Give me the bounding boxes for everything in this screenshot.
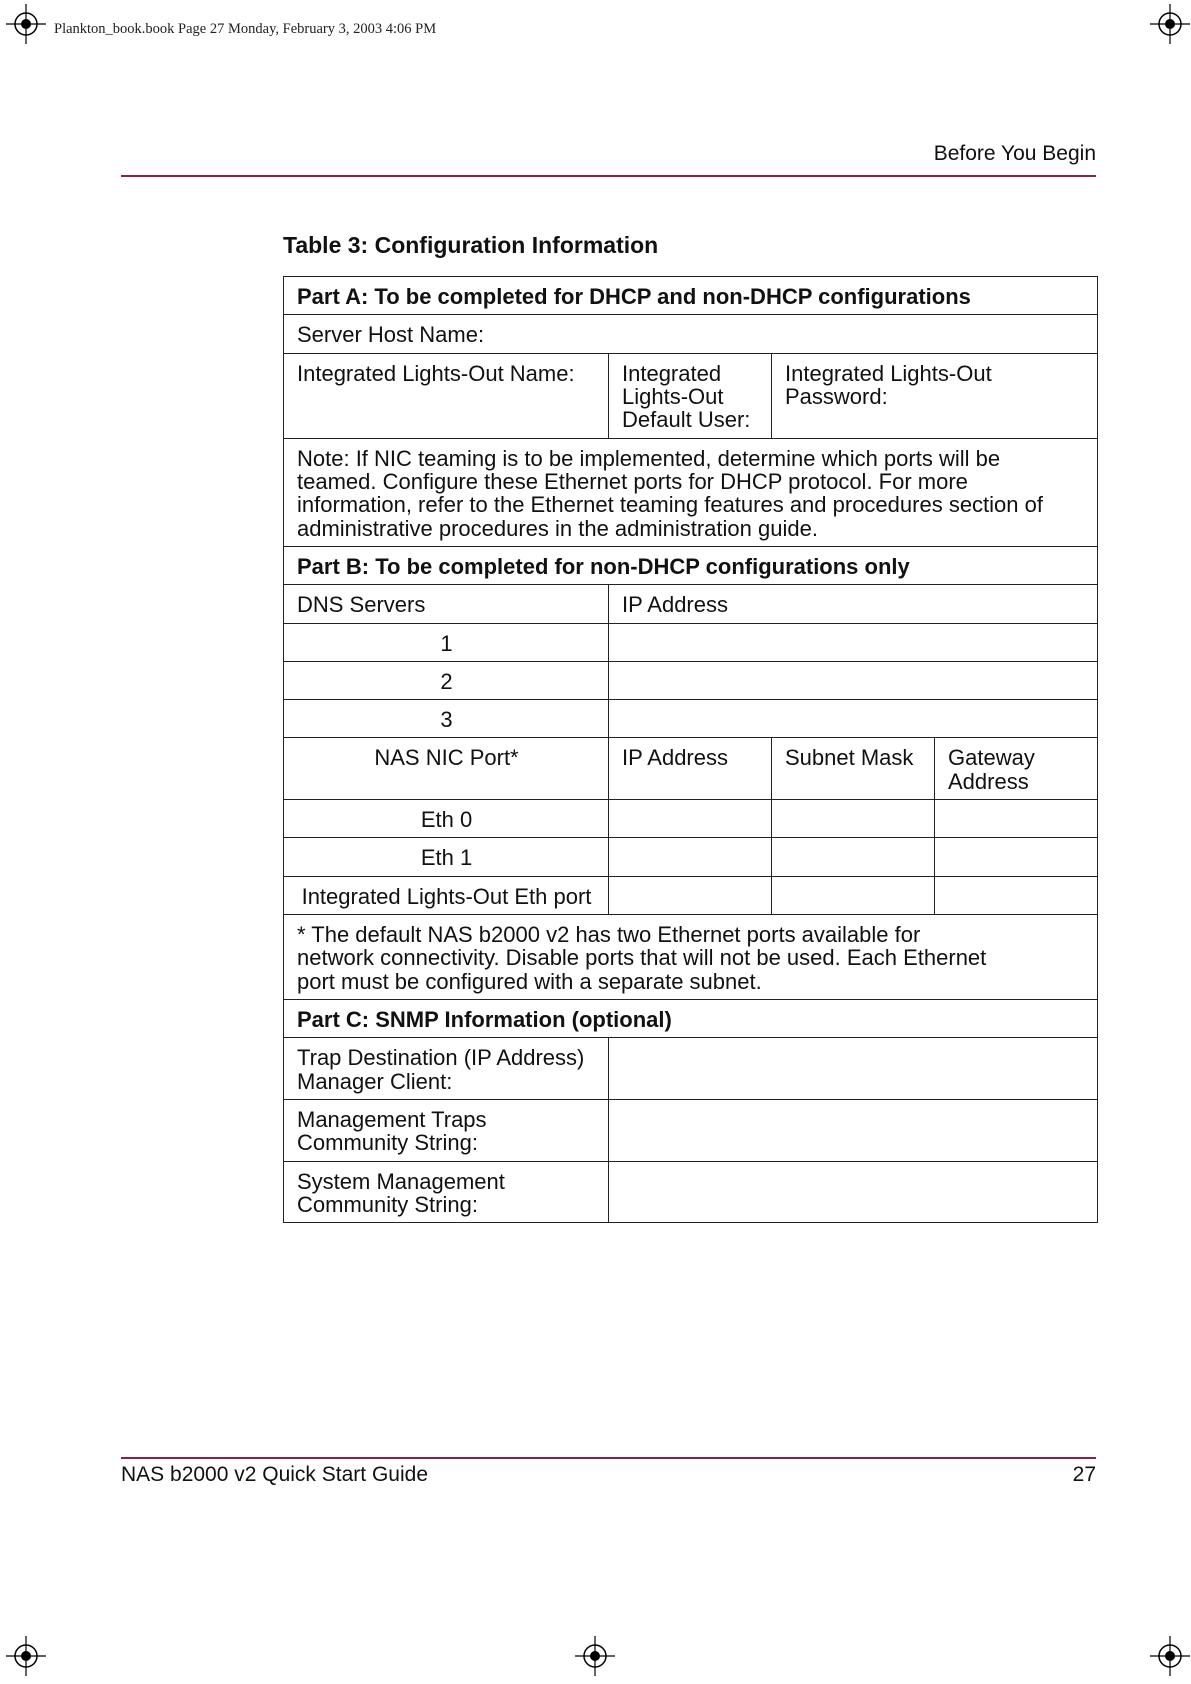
dns-ip-input[interactable] bbox=[609, 623, 1098, 661]
table-row bbox=[284, 876, 1098, 914]
dns-servers-header: DNS Servers bbox=[284, 585, 609, 623]
registration-mark-icon bbox=[1150, 4, 1190, 44]
table-row bbox=[284, 277, 1098, 315]
dns-server-number: 2 bbox=[284, 661, 609, 699]
table-row bbox=[284, 800, 1098, 838]
nic-subnet-input[interactable] bbox=[772, 800, 935, 838]
part-a-heading: Part A: To be completed for DHCP and non-DHCP configurations bbox=[284, 277, 1098, 315]
table-row bbox=[284, 353, 1098, 438]
nic-ip-input[interactable] bbox=[609, 800, 772, 838]
dns-ip-input[interactable] bbox=[609, 700, 1098, 738]
running-header: Before You Begin bbox=[933, 142, 1096, 165]
table-row bbox=[284, 999, 1098, 1037]
table-row bbox=[284, 1161, 1098, 1223]
table-row bbox=[284, 585, 1098, 623]
dns-server-number: 1 bbox=[284, 623, 609, 661]
table-caption: Table 3: Configuration Information bbox=[283, 232, 659, 258]
snmp-system-community-input[interactable] bbox=[609, 1161, 1098, 1223]
table-row bbox=[284, 623, 1098, 661]
nic-port-label: Integrated Lights-Out Eth port bbox=[284, 876, 609, 914]
nic-gateway-header: Gateway Address bbox=[935, 738, 1098, 800]
ilo-password-field[interactable]: Integrated Lights-Out Password: bbox=[772, 353, 1098, 438]
dns-ip-address-header: IP Address bbox=[609, 585, 1098, 623]
footer-guide-title: NAS b2000 v2 Quick Start Guide bbox=[121, 1463, 428, 1486]
table-row bbox=[284, 1099, 1098, 1161]
header-rule bbox=[121, 175, 1096, 177]
nic-port-label: Eth 1 bbox=[284, 838, 609, 876]
configuration-table bbox=[283, 276, 1098, 1223]
table-row bbox=[284, 700, 1098, 738]
snmp-trap-destination-label: Trap Destination (IP Address) Manager Client: bbox=[284, 1038, 609, 1100]
nic-ip-input[interactable] bbox=[609, 838, 772, 876]
print-slug: Plankton_book.book Page 27 Monday, February 3, 2003 4:06 PM bbox=[54, 21, 437, 37]
table-row bbox=[284, 1038, 1098, 1100]
dns-server-number: 3 bbox=[284, 700, 609, 738]
nic-footnote: * The default NAS b2000 v2 has two Ethernet ports available for network connectivity. Disable ports that will not be used. Each Ethernet port must be configured with a separate subnet. bbox=[284, 915, 1098, 1000]
table-row bbox=[284, 838, 1098, 876]
table-row bbox=[284, 915, 1098, 1000]
snmp-traps-community-label: Management Traps Community String: bbox=[284, 1099, 609, 1161]
nic-port-label: Eth 0 bbox=[284, 800, 609, 838]
nic-gateway-input[interactable] bbox=[935, 876, 1098, 914]
ilo-name-field[interactable]: Integrated Lights-Out Name: bbox=[284, 353, 609, 438]
snmp-trap-destination-input[interactable] bbox=[609, 1038, 1098, 1100]
table-row bbox=[284, 438, 1098, 546]
nic-subnet-input[interactable] bbox=[772, 876, 935, 914]
nic-subnet-header: Subnet Mask bbox=[772, 738, 935, 800]
registration-mark-icon bbox=[6, 1636, 46, 1676]
server-host-name-field[interactable]: Server Host Name: bbox=[284, 315, 1098, 353]
registration-mark-icon bbox=[575, 1636, 615, 1676]
table-row bbox=[284, 546, 1098, 584]
nic-subnet-input[interactable] bbox=[772, 838, 935, 876]
nic-ip-header: IP Address bbox=[609, 738, 772, 800]
registration-mark-icon bbox=[1150, 1636, 1190, 1676]
snmp-traps-community-input[interactable] bbox=[609, 1099, 1098, 1161]
ilo-default-user-field[interactable]: Integrated Lights-Out Default User: bbox=[609, 353, 772, 438]
table-row bbox=[284, 738, 1098, 800]
nic-gateway-input[interactable] bbox=[935, 838, 1098, 876]
footer-rule bbox=[121, 1457, 1096, 1459]
registration-mark-icon bbox=[6, 4, 46, 44]
dns-ip-input[interactable] bbox=[609, 661, 1098, 699]
nic-port-header: NAS NIC Port* bbox=[284, 738, 609, 800]
page-number: 27 bbox=[1072, 1463, 1096, 1486]
nic-gateway-input[interactable] bbox=[935, 800, 1098, 838]
part-c-heading: Part C: SNMP Information (optional) bbox=[284, 999, 1098, 1037]
part-b-heading: Part B: To be completed for non-DHCP configurations only bbox=[284, 546, 1098, 584]
table-row bbox=[284, 661, 1098, 699]
table-row bbox=[284, 315, 1098, 353]
nic-ip-input[interactable] bbox=[609, 876, 772, 914]
snmp-system-community-label: System Management Community String: bbox=[284, 1161, 609, 1223]
nic-teaming-note: Note: If NIC teaming is to be implemented, determine which ports will be teamed. Configure these Ethernet ports for DHCP protocol. For more information, refer to the Ethernet teaming features and procedures section of administrative procedures in the administration guide. bbox=[284, 438, 1098, 546]
